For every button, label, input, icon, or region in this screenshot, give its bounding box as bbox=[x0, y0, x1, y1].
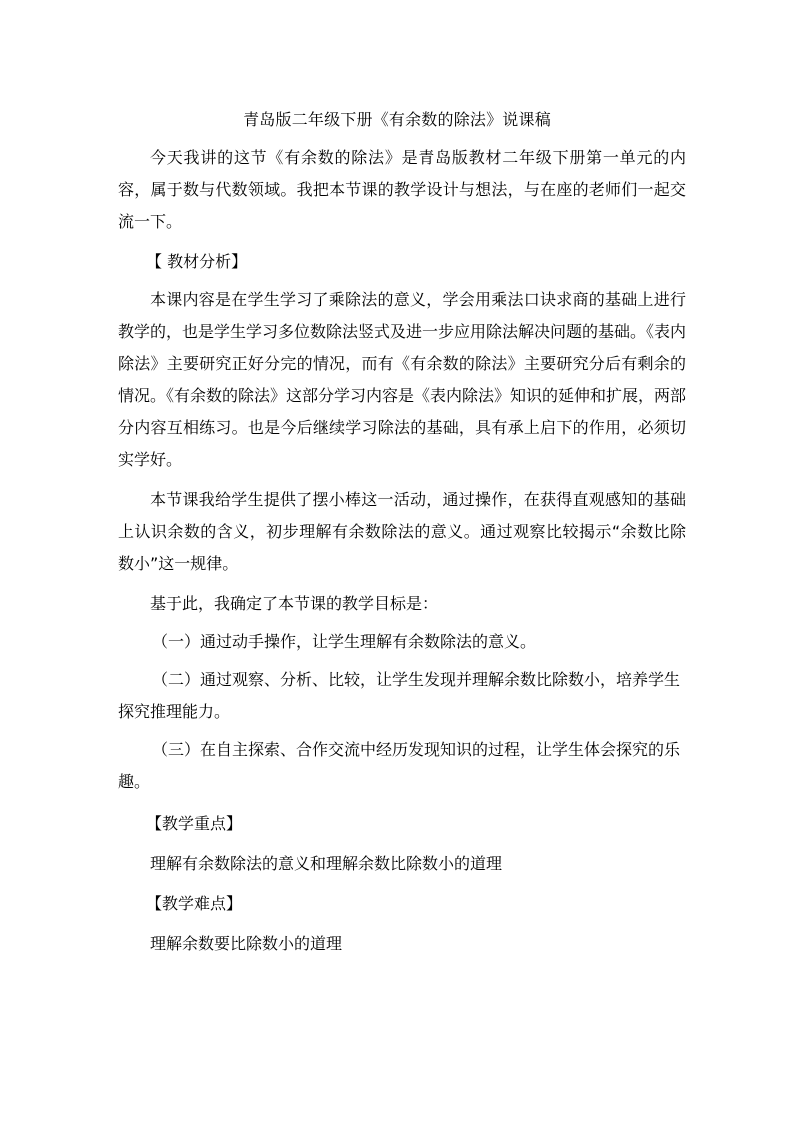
analysis-paragraph-2: 本节课我给学生提供了摆小棒这一活动，通过操作，在获得直观感知的基础上认识余数的含义，初步理解有余数除法的意义。通过观察比较揭示“余数比除数小”这一规律。 bbox=[118, 490, 686, 573]
teaching-difficult-heading: 【教学难点】 bbox=[146, 894, 243, 913]
analysis-paragraph-1: 本课内容是在学生学习了乘除法的意义，学会用乘法口诀求商的基础上进行教学的，也是学生学习多位数除法竖式及进一步应用除法解决问题的基础。《表内除法》主要研究正好分完的情况，而有《有余数的除法》主要研究分后有剩余的情况。《有余数的除法》这部分学习内容是《表内除法》知识的延伸和扩展，两部分内容互相练习。也是今后继续学习除法的基础，具有承上启下的作用，必须切实学好。 bbox=[118, 290, 687, 469]
teaching-key-heading: 【教学重点】 bbox=[146, 814, 243, 833]
goal-item-2: （二）通过观察、分析、比较，让学生发现并理解余数比除数小，培养学生探究推理能力。 bbox=[118, 670, 681, 721]
goals-intro: 基于此，我确定了本节课的教学目标是： bbox=[150, 594, 439, 613]
teaching-difficult-text: 理解余数要比除数小的道理 bbox=[150, 934, 343, 953]
document-body bbox=[118, 142, 686, 960]
goal-item-1: （一）通过动手操作，让学生理解有余数除法的意义。 bbox=[152, 632, 537, 651]
analysis-heading: 【 教材分析】 bbox=[146, 252, 248, 271]
teaching-key-text: 理解有余数除法的意义和理解余数比除数小的道理 bbox=[150, 854, 503, 873]
intro-paragraph: 今天我讲的这节《有余数的除法》是青岛版教材二年级下册第一单元的内容，属于数与代数领域。我把本节课的教学设计与想法，与在座的老师们一起交流一下。 bbox=[118, 148, 686, 231]
goal-item-3: （三）在自主探索、合作交流中经历发现知识的过程，让学生体会探究的乐趣。 bbox=[118, 740, 681, 791]
document-title: 青岛版二年级下册《有余数的除法》说课稿 bbox=[243, 110, 551, 129]
